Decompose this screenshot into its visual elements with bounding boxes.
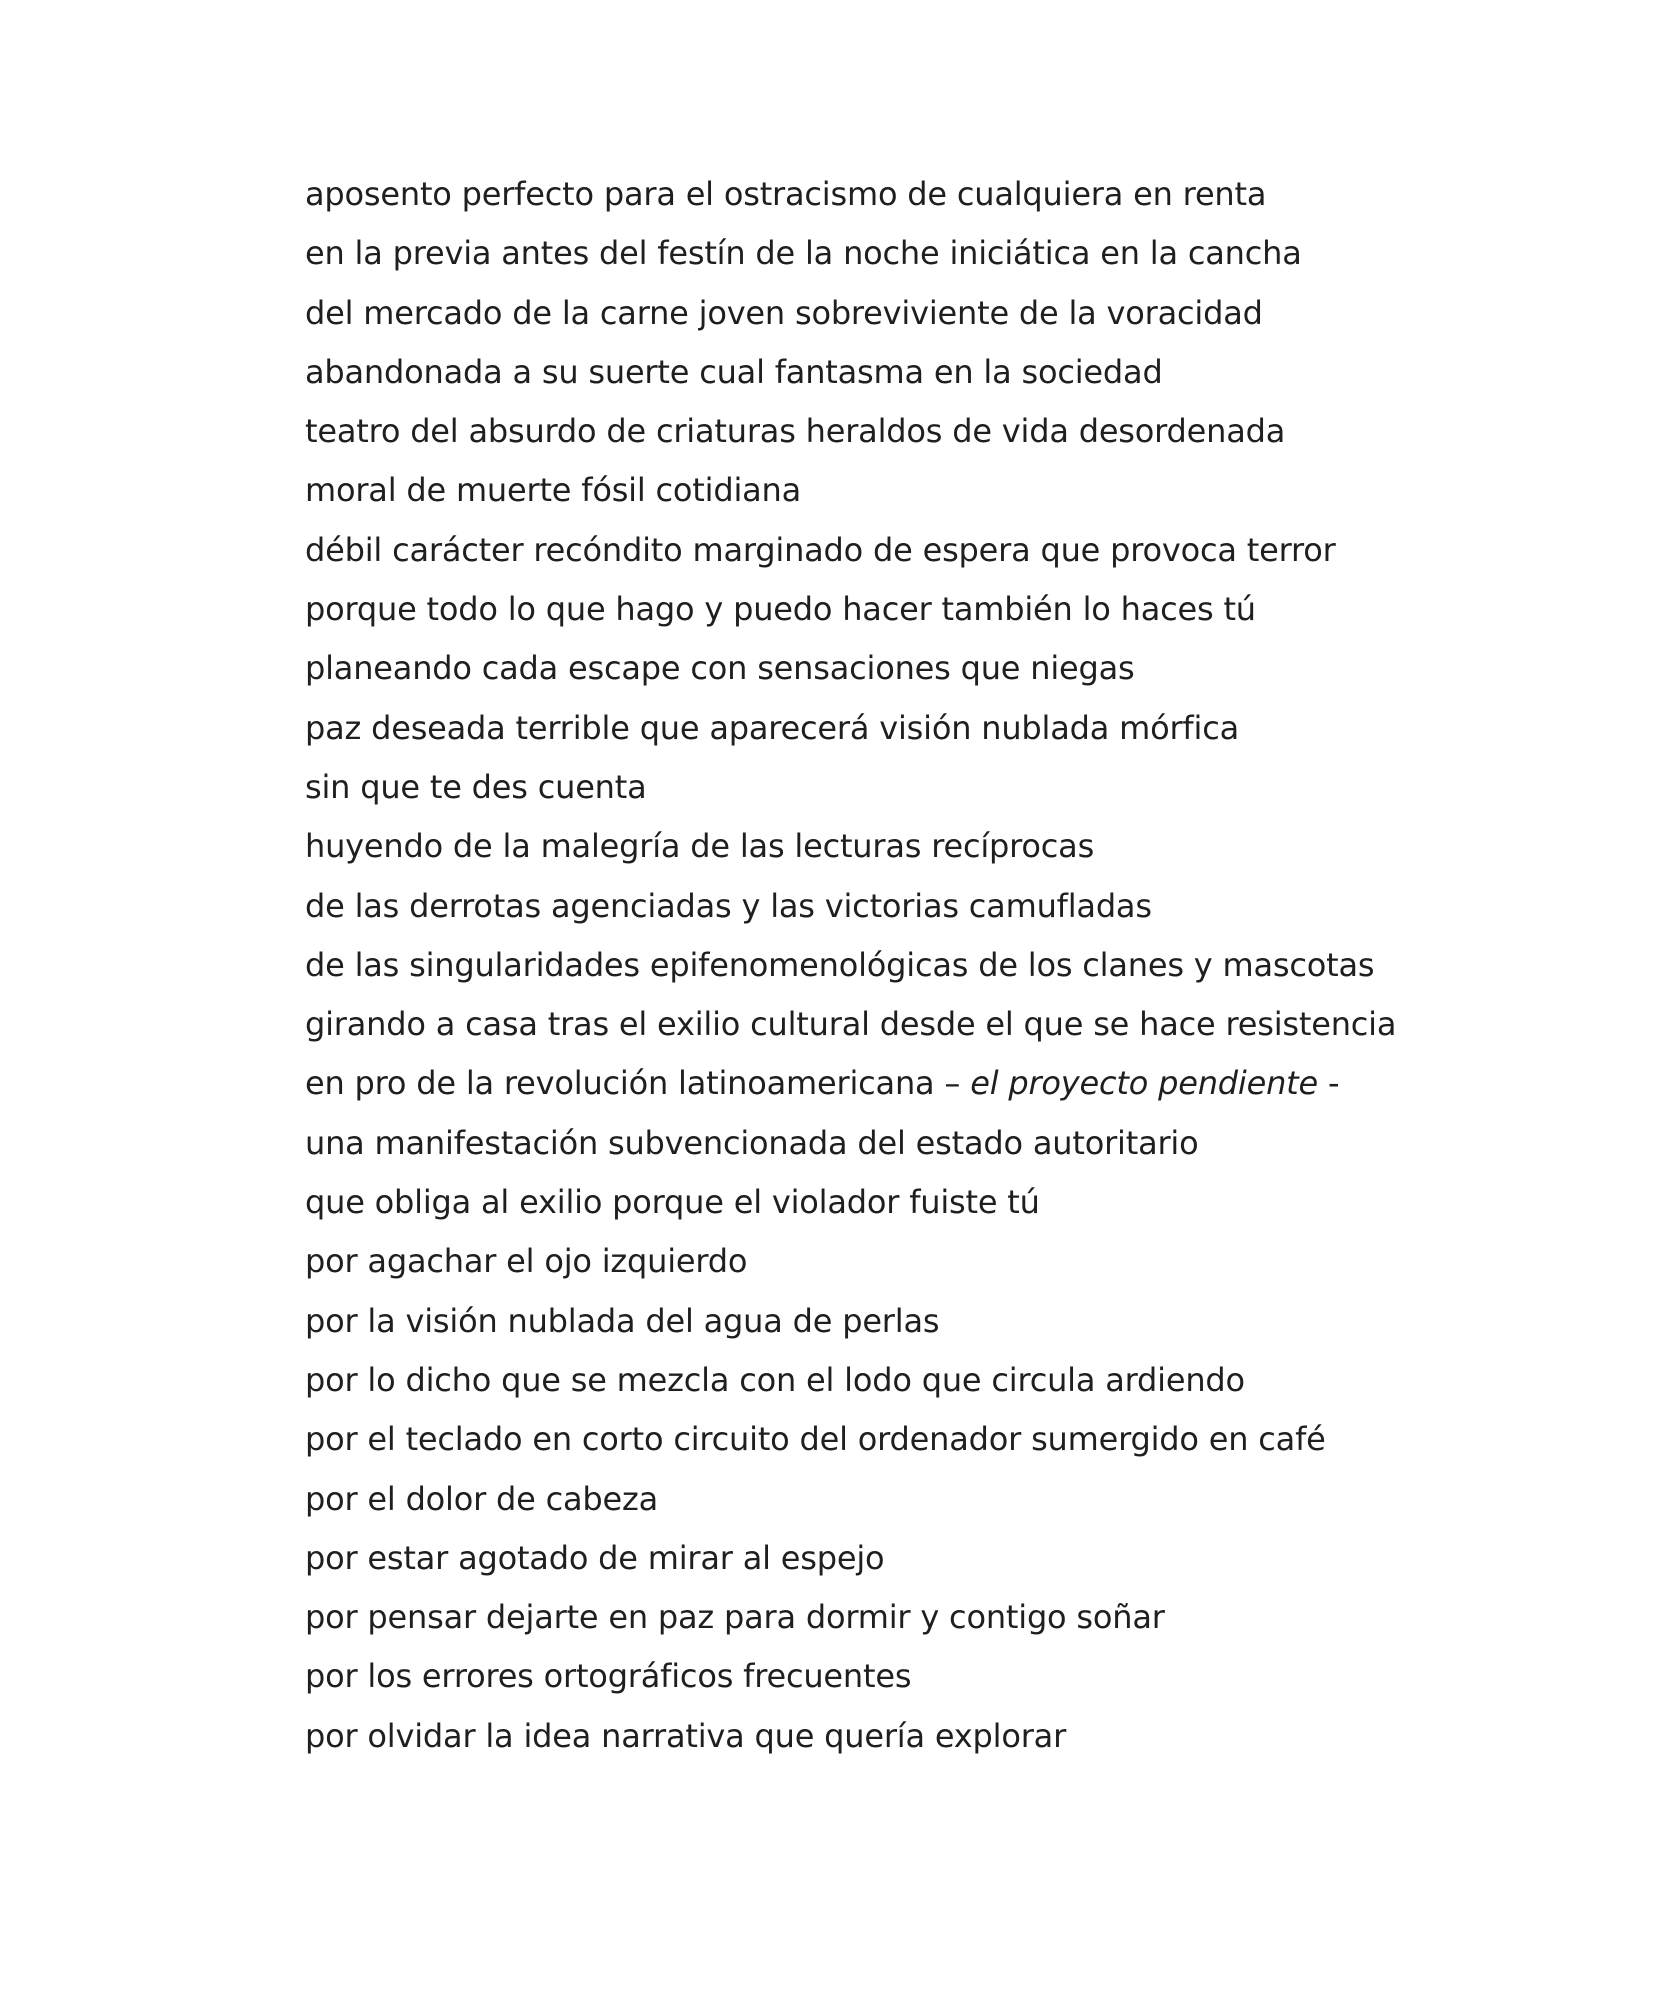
- poem-line: sin que te des cuenta: [305, 767, 647, 806]
- poem-line: planeando cada escape con sensaciones que niegas: [305, 649, 1135, 688]
- poem-line: teatro del absurdo de criaturas heraldos de vida desordenada: [305, 412, 1286, 451]
- poem-line: de las derrotas agenciadas y las victorias camufladas: [305, 886, 1152, 925]
- poem-line: por agachar el ojo izquierdo: [305, 1242, 748, 1281]
- poem-line: paz deseada terrible que aparecerá visión nublada mórfica: [305, 708, 1239, 747]
- poem-line: por pensar dejarte en paz para dormir y contigo soñar: [305, 1598, 1165, 1637]
- poem-line: por la visión nublada del agua de perlas: [305, 1301, 940, 1340]
- poem-line: por olvidar la idea narrativa que quería explorar: [305, 1716, 1067, 1755]
- poem-line: porque todo lo que hago y puedo hacer también lo haces tú: [305, 590, 1256, 629]
- poem-line: en la previa antes del festín de la noche iniciática en la cancha: [305, 234, 1302, 273]
- poem-line: por estar agotado de mirar al espejo: [305, 1538, 885, 1577]
- line-text-after: -: [1318, 1064, 1340, 1103]
- poem-line: moral de muerte fósil cotidiana: [305, 471, 802, 510]
- poem-line: por lo dicho que se mezcla con el lodo que circula ardiendo: [305, 1360, 1245, 1399]
- poem-line: débil carácter recóndito marginado de espera que provoca terror: [305, 530, 1336, 569]
- poem-line: por el teclado en corto circuito del ordenador sumergido en café: [305, 1420, 1326, 1459]
- italic-phrase: el proyecto pendiente: [970, 1064, 1319, 1103]
- poem-line: una manifestación subvencionada del estado autoritario: [305, 1123, 1199, 1162]
- poem-line: aposento perfecto para el ostracismo de cualquiera en renta: [305, 175, 1267, 213]
- poem-line: girando a casa tras el exilio cultural desde el que se hace resistencia: [305, 1005, 1397, 1044]
- poem-line: abandonada a su suerte cual fantasma en la sociedad: [305, 352, 1163, 391]
- poem-line: de las singularidades epifenomenológicas de los clanes y mascotas: [305, 945, 1375, 984]
- poem-line: por los errores ortográficos frecuentes: [305, 1657, 912, 1696]
- poem-body: [305, 165, 1605, 1766]
- poem-line: huyendo de la malegría de las lecturas recíprocas: [305, 827, 1095, 866]
- poem-line: por el dolor de cabeza: [305, 1479, 659, 1518]
- line-text-before: en pro de la revolución latinoamericana –: [305, 1064, 971, 1103]
- poem-line-with-italic: [305, 1054, 1605, 1113]
- poem-line: que obliga al exilio porque el violador fuiste tú: [305, 1183, 1040, 1222]
- poem-line: del mercado de la carne joven sobreviviente de la voracidad: [305, 293, 1263, 332]
